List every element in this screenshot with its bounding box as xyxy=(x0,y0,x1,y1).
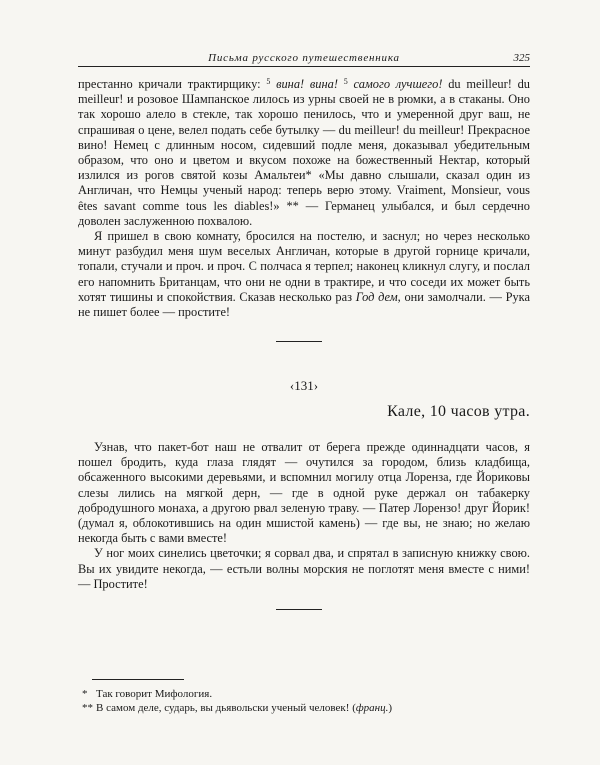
footnote-mark: ** xyxy=(82,701,93,714)
footnotes xyxy=(78,688,530,715)
text-run: Узнав, что пакет-бот наш не отвалит от берега прежде одиннадцати часов, я пошел бродить, куда глаза глядят — очутился за городом, близь кладбища, обсаженного высокими деревьями, и вспомнил могилу отца Лоренза, где Йориковы слезы лились на мягкой дерн, — где в одной руке держал он табакерку добродушного монаха, а другою рвал зеленую траву. — Патер Лорензо! друг Йорик! (думал я, облокотившись на один мшистой камень) — где вы, не знаю; но желаю некогда быть с вами вместе! xyxy=(78,440,530,546)
paragraph xyxy=(78,229,530,320)
superscript-mark: 5 xyxy=(266,77,271,86)
paragraph xyxy=(78,77,530,229)
superscript-mark: 5 xyxy=(343,77,348,86)
paragraph xyxy=(78,440,530,546)
text-run: , они замолчали. — Рука не пишет более — простите! xyxy=(78,289,530,320)
page-number: 325 xyxy=(513,52,530,64)
footnote-rule xyxy=(92,679,184,680)
letter-dateline: Кале, 10 часов утра. xyxy=(387,403,530,420)
text-run: du meilleur! du meilleur! и розовое Шампанское лилось из урны своей не в рюмки, а в стаканы. Оно так хорошо алело в стекле, так хорошо пенилось, что и умеренной друг ваш, не спрашивая о цене, велел подать себе бутылку — du meilleur! du meilleur! Прекрасное вино! Немец с длинным носом, сидевший подле меня, доказывал убедительным образом, что оно и цветом и вкусом похоже на божественный Нектар, который излился из рогов святой козы Амальтеи* «Мы давно слышали, сказал один из Англичан, что Немцы ученый народ: теперь верю этому. Vraiment, Monsieur, vous êtes savant comme tous les diables!» ** — Германец улыбался, и был сердечно доволен заслуженною похвалою. xyxy=(78,77,530,228)
book-page xyxy=(78,0,530,765)
text-run: Год дем xyxy=(355,289,398,304)
section-divider xyxy=(276,341,322,342)
running-title: Письма русского путешественника xyxy=(208,52,400,64)
text-run: самого лучшего! xyxy=(347,77,443,91)
running-header xyxy=(78,50,530,67)
letter-130-ending xyxy=(78,77,530,320)
paragraph xyxy=(78,546,530,592)
footnote-text xyxy=(96,702,392,714)
letter-number: ‹131› xyxy=(289,378,319,393)
section-divider xyxy=(276,609,322,610)
footnote xyxy=(78,702,530,716)
text-run: Я пришел в свою комнату, бросился на постелю, и заснул; но через несколько минут разбудил меня шум веселых Англичан, которые в другой горнице кричали, топали, стучали и проч. и проч. С полчаса я терпел; наконец кликнул слугу, и послал его напомнить Британцам, что они не одни в трактире, и что соседи их может быть хотят тишины и спокойствия. Сказав несколько раз xyxy=(78,229,530,304)
letter-131-body xyxy=(78,440,530,592)
text-run: вина! вина! xyxy=(270,77,338,91)
footnote-mark: * xyxy=(82,688,88,700)
text-run: франц. xyxy=(355,701,389,714)
footnote-text xyxy=(96,688,212,700)
text-run: У ног моих синелись цветочки; я сорвал два, и спрятал в записную книжку свою. Вы их увидите некогда, — естьли волны морския не поглотят меня вместе с ними! — Простите! xyxy=(78,546,530,591)
text-run: Так говорит Мифология. xyxy=(96,688,213,700)
footnote xyxy=(78,688,530,702)
text-run: ) xyxy=(388,701,393,714)
text-run: престанно кричали трактирщику: xyxy=(78,77,267,91)
text-run: В самом деле, сударь, вы дьявольски ученый человек! ( xyxy=(96,701,356,714)
